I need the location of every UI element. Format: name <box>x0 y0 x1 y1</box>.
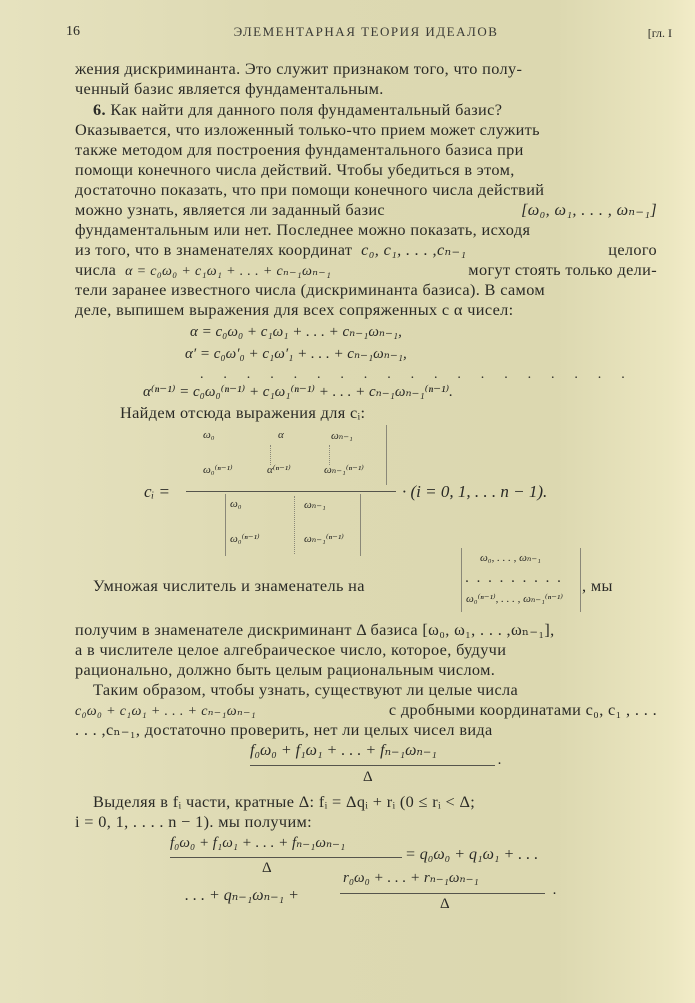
math-inline: c₀, c₁, . . . ,cₙ₋₁ <box>361 240 467 259</box>
det-cell: ω₀ <box>230 498 242 510</box>
text-span: могут стоять только дели- <box>468 260 657 279</box>
text-line <box>75 240 657 260</box>
running-title: ЭЛЕМЕНТАРНАЯ ТЕОРИЯ ИДЕАЛОВ <box>233 24 499 39</box>
text-line: тели заранее известного числа (дискриминанта базиса). В самом <box>75 280 546 299</box>
chapter-marker: [гл. I <box>647 26 672 40</box>
section-heading-line <box>93 100 657 120</box>
det-cell: α⁽ⁿ⁻¹⁾ <box>267 464 291 476</box>
det-cell: ωₙ₋₁⁽ⁿ⁻¹⁾ <box>304 533 344 545</box>
det-row: ω₀⁽ⁿ⁻¹⁾, . . . , ωₙ₋₁⁽ⁿ⁻¹⁾ <box>466 593 563 605</box>
text-line <box>75 200 657 220</box>
text-line: Таким образом, чтобы узнать, существуют ли целые числа <box>93 680 519 699</box>
text-line: также методом для построения фундаментального базиса при <box>75 140 524 159</box>
text-span: с дробными координатами c₀, c₁ , . . . <box>388 700 657 719</box>
det-cell: ωₙ₋₁ <box>331 430 353 442</box>
fraction-bar <box>340 893 545 894</box>
fraction-bar <box>250 765 495 766</box>
math-inline: [ω₀, ω₁, . . . , ωₙ₋₁] <box>521 200 657 219</box>
text-line: жения дискриминанта. Это служит признаком того, что полу- <box>75 59 523 78</box>
text-line: ченный базис является фундаментальным. <box>75 79 384 98</box>
text-line: фундаментальным или нет. Последнее можно показать, исходя <box>75 220 531 239</box>
section-number: 6. <box>93 100 106 119</box>
page-number: 16 <box>66 24 80 39</box>
equation-ellipsis-row: . . . . . . . . . . . . . . . . . . . <box>200 367 633 382</box>
text-line <box>75 700 657 722</box>
text-line: деле, выпишем выражения для всех сопряженных с α чисел: <box>75 300 514 319</box>
det-cell: ωₙ₋₁⁽ⁿ⁻¹⁾ <box>324 464 364 476</box>
index-range: · (i = 0, 1, . . . n − 1). <box>402 482 548 501</box>
text-line: Умножая числитель и знаменатель на <box>93 576 365 595</box>
text-line: Как найти для данного поля фундаментальный базис? <box>110 100 503 119</box>
text-line: а в числителе целое алгебраическое число, которое, будучи <box>75 640 507 659</box>
det-cell: ωₙ₋₁ <box>304 499 326 511</box>
fraction-denominator: Δ <box>262 860 272 876</box>
det-row: . . . . . . . . . <box>466 573 564 585</box>
text-span: целого <box>608 240 657 259</box>
det-cell: ω₀⁽ⁿ⁻¹⁾ <box>203 464 233 476</box>
det-cell: α <box>278 429 284 441</box>
text-line: Найдем отсюда выражения для cᵢ: <box>120 403 366 422</box>
fraction-denominator: Δ <box>440 896 450 912</box>
text-span: из того, что в знаменателях координат <box>75 240 353 259</box>
det-row: ω₀, . . . , ωₙ₋₁ <box>480 552 541 564</box>
punctuation: . <box>498 752 502 768</box>
text-line: достаточно показать, что при помощи конечного числа действий <box>75 180 545 199</box>
multiplier-determinant <box>461 548 581 612</box>
text-line: Оказывается, что изложенный только-что прием может служить <box>75 120 540 139</box>
numerator-determinant <box>191 425 387 485</box>
math-inline: α = c₀ω₀ + c₁ω₁ + . . . + cₙ₋₁ωₙ₋₁ <box>125 264 332 279</box>
fraction-numerator: r₀ω₀ + . . . + rₙ₋₁ωₙ₋₁ <box>343 870 479 886</box>
text-line: Выделяя в fᵢ части, кратные Δ: fᵢ = Δqᵢ + rᵢ (0 ≤ rᵢ < Δ; <box>93 792 476 811</box>
text-line: помощи конечного числа действий. Чтобы убедиться в этом, <box>75 160 515 179</box>
text-line <box>75 260 657 282</box>
det-cell: ω₀⁽ⁿ⁻¹⁾ <box>230 533 260 545</box>
text-line: i = 0, 1, . . . . n − 1). мы получим: <box>75 812 313 831</box>
fraction-denominator: Δ <box>363 769 373 785</box>
text-line: получим в знаменателе дискриминант Δ базиса [ω₀, ω₁, . . . ,ωₙ₋₁], <box>75 620 555 639</box>
det-cell: ω₀ <box>203 429 215 441</box>
fraction-numerator: f₀ω₀ + f₁ω₁ + . . . + fₙ₋₁ωₙ₋₁ <box>170 835 346 851</box>
text-span: можно узнать, является ли заданный базис <box>75 200 385 219</box>
equation-conjugate-1: α = c₀ω₀ + c₁ω₁ + . . . + cₙ₋₁ωₙ₋₁, <box>190 324 402 340</box>
denominator-determinant <box>225 494 361 556</box>
text-span: числа <box>75 260 117 279</box>
text-line: . . . ,cₙ₋₁, достаточно проверить, нет ли целых чисел вида <box>75 720 493 739</box>
punctuation: . <box>553 882 557 898</box>
fraction-bar <box>170 857 402 858</box>
ci-lhs: cᵢ = <box>144 482 170 501</box>
fraction-bar <box>186 491 396 492</box>
math-inline: c₀ω₀ + c₁ω₁ + . . . + cₙ₋₁ωₙ₋₁ <box>75 704 256 719</box>
fraction-numerator: f₀ω₀ + f₁ω₁ + . . . + fₙ₋₁ωₙ₋₁ <box>250 742 437 759</box>
text-line: рационально, должно быть целым рациональным числом. <box>75 660 496 679</box>
equation-lhs: . . . + qₙ₋₁ωₙ₋₁ + <box>185 887 299 904</box>
running-header <box>66 24 672 44</box>
text-line: , мы <box>582 576 613 595</box>
equation-conjugate-last: α⁽ⁿ⁻¹⁾ = c₀ω₀⁽ⁿ⁻¹⁾ + c₁ω₁⁽ⁿ⁻¹⁾ + . . . + cₙ₋₁ωₙ₋₁⁽ⁿ⁻¹⁾. <box>143 384 453 400</box>
equation-rhs: = q₀ω₀ + q₁ω₁ + . . . <box>405 846 539 863</box>
equation-conjugate-2: α′ = c₀ω′₀ + c₁ω′₁ + . . . + cₙ₋₁ωₙ₋₁, <box>185 346 407 362</box>
